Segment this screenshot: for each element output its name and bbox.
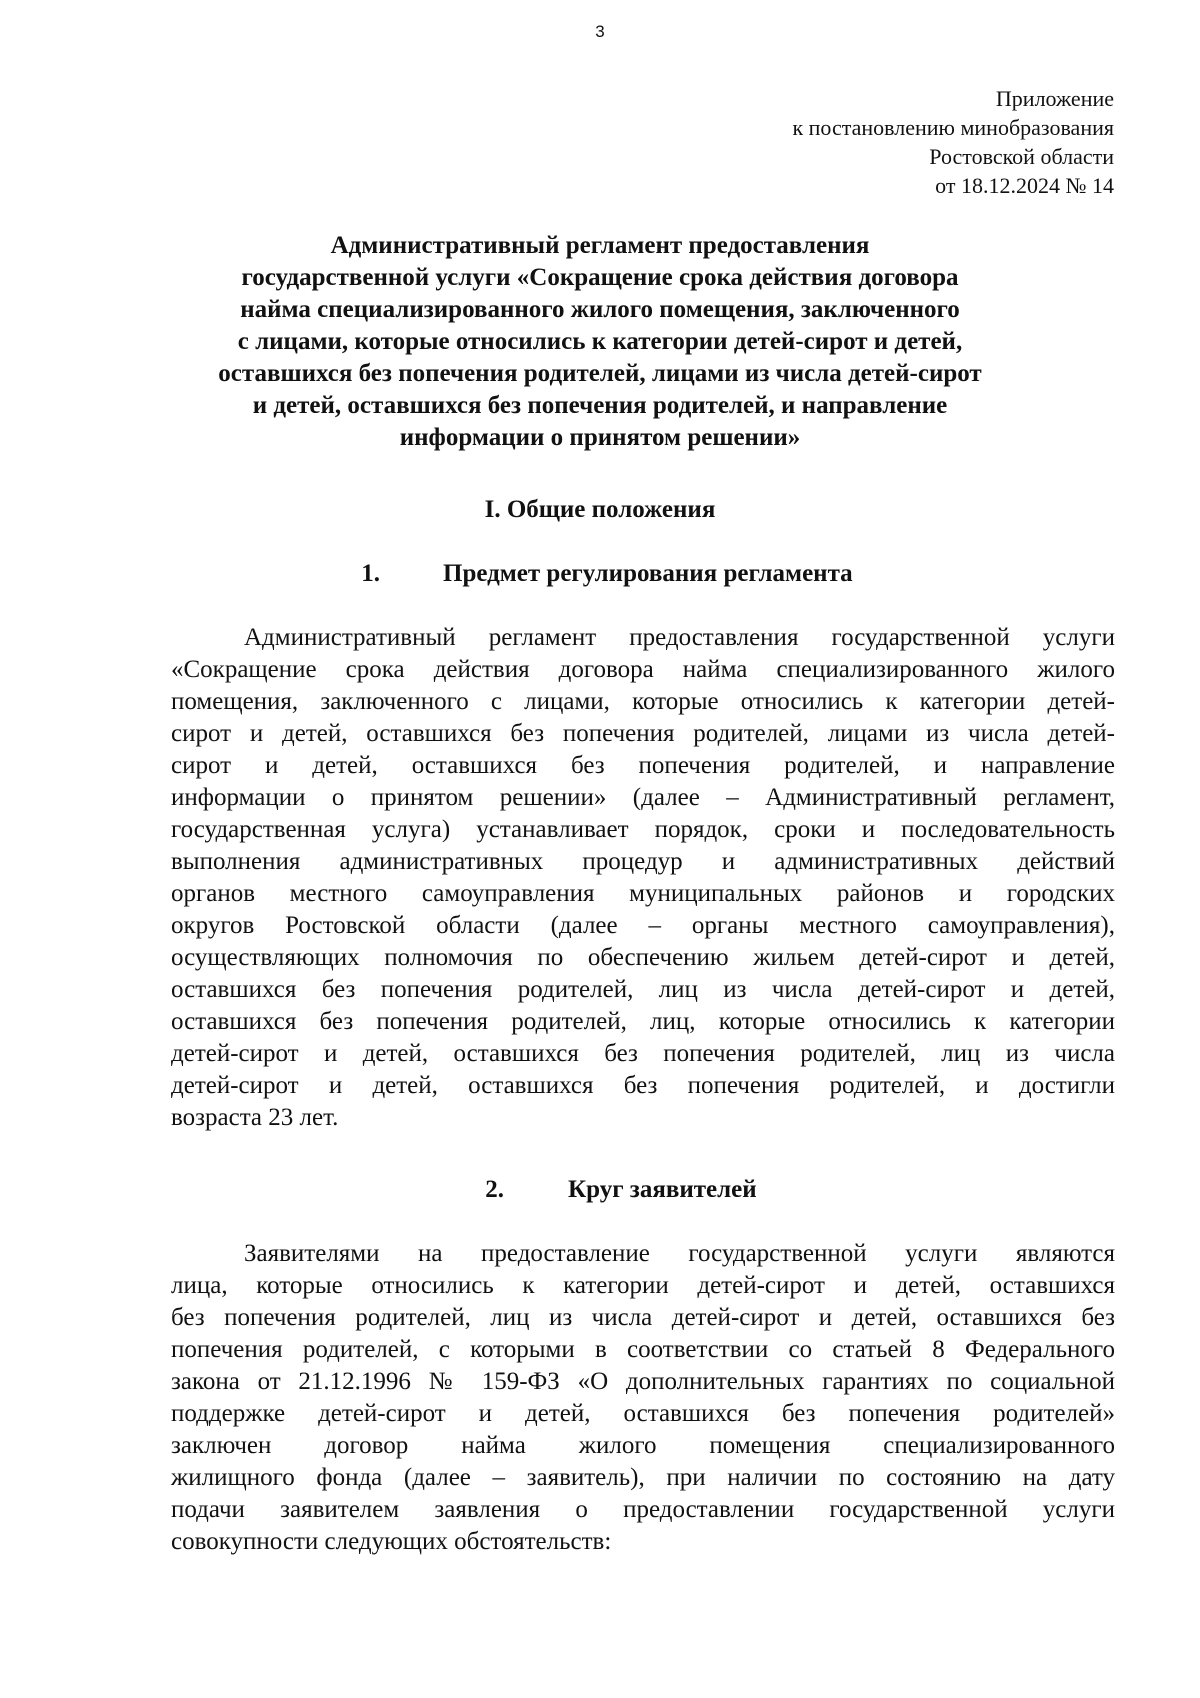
section-title: Круг заявителей [568,1176,757,1203]
paragraph-line: помещения, заключенного с лицами, которые относились к категории детей- [171,688,1115,715]
paragraph-line: лица, которые относились к категории детей-сирот и детей, оставшихся [171,1272,1115,1299]
paragraph-line: оставшихся без попечения родителей, лиц, которые относились к категории [171,1008,1115,1035]
paragraph-line: жилищного фонда (далее – заявитель), при наличии по состоянию на дату [171,1464,1115,1491]
paragraph-line: закона от 21.12.1996 № 159-ФЗ «О дополнительных гарантиях по социальной [171,1368,1115,1395]
paragraph-line: информации о принятом решении» (далее – Административный регламент, [171,784,1115,811]
document-title [0,230,1200,454]
paragraph-line: подачи заявителем заявления о предоставлении государственной услуги [171,1496,1115,1523]
title-line: оставшихся без попечения родителей, лицами из числа детей-сирот [218,360,982,387]
paragraph-line: оставшихся без попечения родителей, лиц из числа детей-сирот и детей, [171,976,1115,1003]
paragraph-line: возраста 23 лет. [171,1104,339,1131]
paragraph-line: Заявителями на предоставление государственной услуги являются [244,1240,1115,1267]
title-line: информации о принятом решении» [399,424,801,451]
paragraph-applicants [171,1238,1115,1558]
paragraph-line: выполнения административных процедур и административных действий [171,848,1115,875]
paragraph-line: округов Ростовской области (далее – органы местного самоуправления), [171,912,1115,939]
title-line: с лицами, которые относились к категории детей-сирот и детей, [237,328,963,355]
paragraph-subject [171,622,1115,1134]
paragraph-line: попечения родителей, с которыми в соответствии со статьей 8 Федерального [171,1336,1115,1363]
paragraph-line: «Сокращение срока действия договора найма специализированного жилого [171,656,1115,683]
annex-header [792,84,1114,200]
title-line: найма специализированного жилого помещения, заключенного [240,296,960,323]
paragraph-line: осуществляющих полномочия по обеспечению жильем детей-сирот и детей, [171,944,1115,971]
section-number: 1. [361,560,380,587]
title-line: государственной услуги «Сокращение срока действия договора [241,264,959,291]
paragraph-line: без попечения родителей, лиц из числа детей-сирот и детей, оставшихся без [171,1304,1115,1331]
paragraph-line: государственная услуга) устанавливает порядок, сроки и последовательность [171,816,1115,843]
paragraph-line: заключен договор найма жилого помещения специализированного [171,1432,1115,1459]
section-number: 2. [485,1176,504,1203]
paragraph-line: детей-сирот и детей, оставшихся без попечения родителей, лиц из числа [171,1040,1115,1067]
title-line: Административный регламент предоставления [330,232,870,259]
section-title: Предмет регулирования регламента [443,560,853,587]
paragraph-line: поддержке детей-сирот и детей, оставшихся без попечения родителей» [171,1400,1115,1427]
chapter-heading: I. Общие положения [484,496,716,523]
paragraph-line: органов местного самоуправления муниципальных районов и городских [171,880,1115,907]
paragraph-line: сирот и детей, оставшихся без попечения родителей, лицами из числа детей- [171,720,1115,747]
paragraph-line: совокупности следующих обстоятельств: [171,1528,612,1555]
title-line: и детей, оставшихся без попечения родителей, и направление [252,392,948,419]
paragraph-line: детей-сирот и детей, оставшихся без попечения родителей, и достигли [171,1072,1115,1099]
annex-line: Ростовской области [929,144,1114,169]
paragraph-line: Административный регламент предоставления государственной услуги [244,624,1115,651]
annex-line: Приложение [995,86,1114,111]
page-number: 3 [595,22,605,41]
annex-line: от 18.12.2024 № 14 [935,173,1114,198]
paragraph-line: сирот и детей, оставшихся без попечения родителей, и направление [171,752,1115,779]
annex-line: к постановлению минобразования [792,115,1114,140]
